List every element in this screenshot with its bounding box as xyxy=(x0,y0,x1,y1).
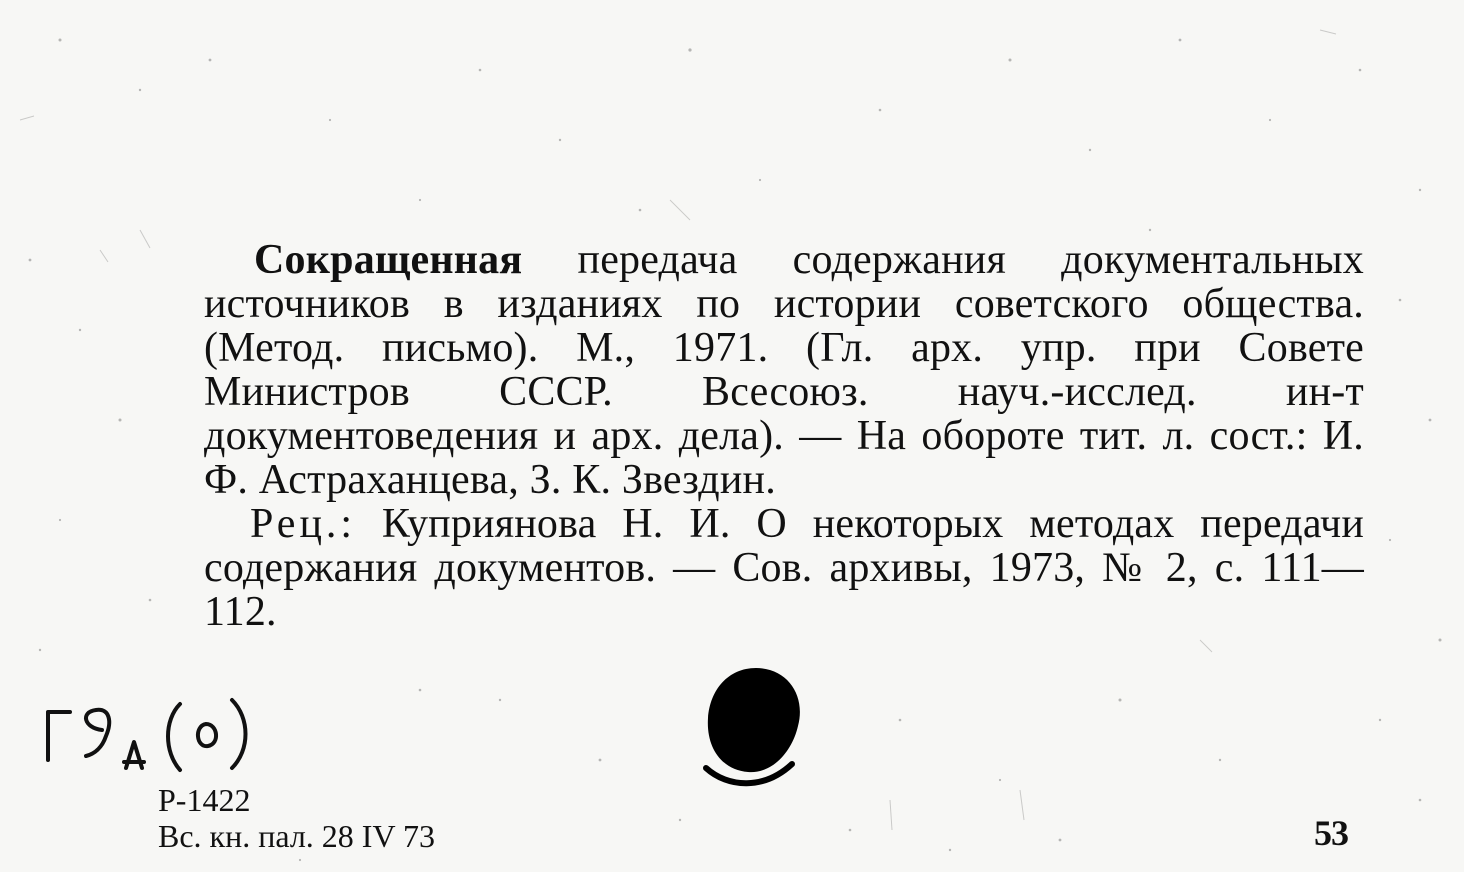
review-text: Куприянова Н. И. О некоторых методах передачи содержания документов. — Сов. архивы, 1973, № 2, с. 111—112. xyxy=(204,501,1364,635)
review-paragraph xyxy=(204,502,1364,634)
citation-paragraph xyxy=(204,238,1364,502)
registration-code xyxy=(158,782,435,854)
citation-text: передача содержания документальных источников в изданиях по истории советского общества. (Метод. письмо). М., 1971. (Гл. арх. упр. при Совете Министров СССР. Всесоюз. науч.-исслед. ин-т документоведения и арх. дела). — На обороте тит. л. сост.: И. Ф. Астраханцева, З. К. Звездин. xyxy=(204,237,1364,503)
entry-heading: Сокращенная xyxy=(254,237,523,283)
review-label: Рец.: xyxy=(250,501,357,547)
code-line-2: Вс. кн. пал. 28 IV 73 xyxy=(158,818,435,854)
page-number: 53 xyxy=(1314,813,1348,853)
code-line-1: Р-1422 xyxy=(158,782,251,818)
bibliographic-entry xyxy=(204,238,1364,634)
handwritten-classification-mark xyxy=(40,690,260,780)
punch-hole xyxy=(700,660,812,790)
